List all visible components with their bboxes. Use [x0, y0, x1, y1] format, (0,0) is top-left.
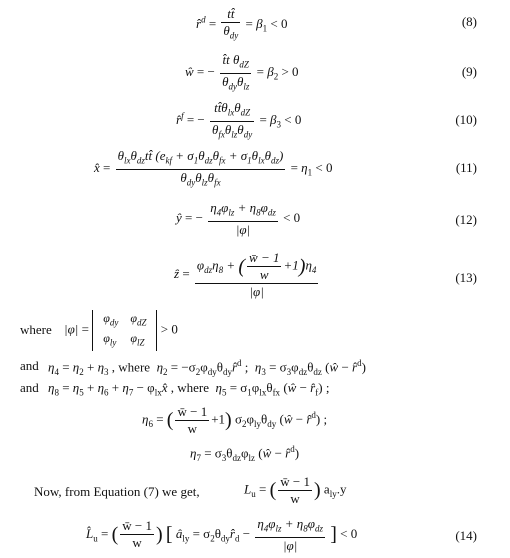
now-text: Now, from Equation (7) we get, [34, 484, 200, 499]
and-label-1: and [20, 358, 39, 373]
equation-number-8: (8) [461, 14, 477, 29]
equation-number-10: (10) [455, 112, 477, 127]
eta6-definition: $\eta_6$ = ( $\frac{w̄ - 1}{w}$ +1) $\sigma_2\varphi_{ly}\theta_{dy}$ (ŵ − r̂$^d$) ; [142, 404, 328, 436]
equation-number-9: (9) [461, 64, 477, 79]
and-label-2: and [20, 380, 39, 395]
equation-13: ẑ = $\varphi_{dz}\eta_8$ + ( $\frac{w̄ - 1}{w}$ $+1)\eta_4$ |φ| [174, 250, 317, 299]
equation-14: $L̂_u$ = ( $\frac{w̄ - 1}{w}$ ) [ $â_{ly}$ = $\sigma_2\theta_{dy}r̂_d$ − $\frac{\eta_4\varphi_{lz} + \eta_8\varphi_{dz}}{|\varphi|}$ ] < 0 [86, 516, 358, 553]
eta7-definition: $\eta_7 = \sigma_3\theta_{dz}\varphi_{lz}$ (ŵ − r̂$^d$) [190, 444, 300, 463]
equation-number-11: (11) [455, 160, 477, 175]
equation-8: r̂$^d$ = $\frac{tt̂}{\theta_{dy}}$ = $\beta_1 < 0$ [196, 6, 288, 41]
eta4-definition: $\eta_4 = \eta_2 + \eta_3$ , where $\eta_2$ = $-\sigma_2\varphi_{dy}\theta_{dy}r̂^d$ ; $\eta_3 = \sigma_3\varphi_{dz}\theta_{dz}$ (ŵ − r̂$^d$) [48, 358, 366, 377]
eta8-definition: $\eta_8 = \eta_5 + \eta_6 + \eta_7$ − $\varphi_{lx}x̂$ , where $\eta_5 = \sigma_1\varphi_{lx}\theta_{fx}$ (ŵ − $r̂_f$) ; [48, 380, 330, 398]
equation-number-14: (14) [455, 528, 477, 543]
equation-10: r̂$^f$ = − $\frac{tt̂\theta_{lx}\theta_{dZ}}{\theta_{fx}\theta_{lz}\theta_{dy}}$ = $\beta_3 < 0$ [176, 100, 302, 140]
equation-9: ŵ = − $\frac{t̂t \theta_{dZ}}{\theta_{dy}\theta_{lz}}$ = $\beta_2 > 0$ [185, 52, 299, 92]
phi-determinant: |φ| = $\varphi_{dy}$ $\varphi_{dZ}$ $\varphi_{ly}$ $\varphi_{lZ}$ > 0 [64, 310, 178, 351]
lu-definition: $L_u$ = ( $\frac{w̄ - 1}{w}$ ) $a_{ly}.y$ [244, 474, 347, 506]
equation-number-12: (12) [455, 212, 477, 227]
equation-number-13: (13) [455, 270, 477, 285]
equation-11: x̂ = $\frac{\theta_{lx}\theta_{dz}tt̂ (e_{kf} + \sigma_1\theta_{dz}\theta_{fx} + \sigma_1\theta_{lx}\theta_{dz})}{\theta_{dy}\theta_{lz}\theta_{fx}}$ = $\eta_1 < 0$ [94, 148, 333, 188]
equation-12: ŷ = − $\frac{\eta_4\varphi_{lz} + \eta_8\varphi_{dz}}{|\varphi|}$ < 0 [176, 200, 301, 237]
where-label: where [20, 322, 52, 337]
